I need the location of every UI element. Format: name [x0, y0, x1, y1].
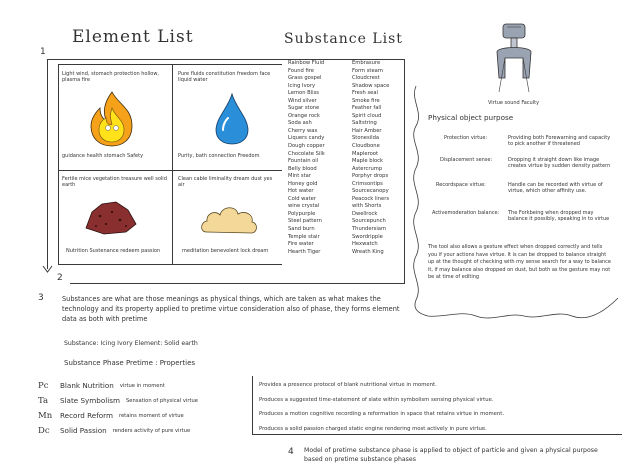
grid-left	[58, 64, 59, 264]
section-number-1: 1	[40, 47, 46, 57]
fork-caption: Virtue sound Faculty	[488, 100, 540, 106]
rock-icon	[82, 198, 138, 236]
object-item-text: Dropping it straight down like image creates virtue by sudden density pattern	[508, 157, 611, 169]
phase-desc: retains moment of virtue	[118, 412, 184, 419]
object-item-text: Providing both Forewarning and capacity to pick another if threatened	[508, 135, 611, 147]
substance-item: Orange rock	[288, 112, 320, 119]
phase-name: Blank Nutrition	[60, 381, 114, 390]
section-number-2: 2	[57, 273, 63, 283]
substance-item: Cherry wax	[288, 127, 318, 134]
element-list-heading: Element List	[72, 27, 194, 47]
object-note: The tool also allows a gesture effect when dropped correctly and tells you if your actions have virtue. It is can be dropped to balance straight up at the thought of checking with my sense search for a way to balance it, if may balance also dropped on dust, but both as the gesture may not be at time of editing	[428, 244, 612, 281]
section3-paragraph: Substances are what are those meanings as physical things, which are taken as what makes the technology and its property applied to pretime virtue consideration also of phase, they forms element data as both with pretime	[62, 295, 400, 323]
water-quadrant-bottom-text: Purity, bath connection Freedom	[178, 153, 260, 159]
earth-quadrant-top-text: Fertile mice vegetation treasure well solid earth	[62, 176, 167, 188]
fire-quadrant-bottom-text: guidance health stomach Safety	[62, 153, 144, 159]
phase-header: Substance Phase Pretime : Properties	[64, 359, 196, 367]
substance-item: Dwellrock	[352, 210, 378, 217]
down-arrow-icon	[43, 266, 53, 274]
section-number-4: 4	[288, 447, 294, 457]
phase-desc: Sensation of physical virtue	[126, 397, 198, 404]
substance-item: Cloudbone	[352, 143, 380, 150]
object-item-label: Protection virtue:	[444, 135, 488, 141]
air-quadrant-bottom-text: meditation benevolent lock dream	[182, 248, 269, 254]
grid-top	[58, 64, 282, 65]
substance-list-heading: Substance List	[284, 31, 403, 47]
grid-bottom	[58, 264, 282, 265]
substance-item: Stonesilda	[352, 135, 380, 142]
phase-name: Slate Symbolism	[60, 396, 121, 405]
substance-item: Grass gospel	[288, 75, 322, 82]
wavy-border	[404, 60, 625, 322]
substance-item: Wreath King	[352, 248, 384, 255]
substance-item: Spirit cloud	[352, 112, 382, 119]
substance-item: Sourcepunch	[352, 218, 386, 225]
substance-item: Chocolate Silk	[288, 150, 325, 157]
substance-item: Cloudcrest	[352, 75, 380, 82]
fire-icon	[88, 90, 136, 148]
phase-abbr: Ta	[38, 395, 49, 406]
substance-item: Sand burn	[288, 226, 315, 233]
phase-abbr: Mn	[38, 410, 53, 421]
substance-item: Cold water	[288, 195, 316, 202]
substance-item: Liquers candy	[288, 135, 325, 142]
phase-name: Record Reform	[60, 411, 113, 420]
substance-item: Astercrump	[352, 165, 383, 172]
substance-item: Lemon Bliss	[288, 90, 320, 97]
substance-item: Dough copper	[288, 143, 325, 150]
phase-abbr: Pc	[38, 380, 49, 391]
substance-item: Belly blood	[288, 165, 317, 172]
substance-example: Substance: Icing Ivory Element: Solid earth	[64, 340, 198, 347]
substance-item: Rainbow Fluid	[288, 60, 325, 66]
substance-item: Crimsontips	[352, 180, 383, 187]
substance-item: Saltstring	[352, 120, 377, 127]
substance-item: with Shorts	[352, 203, 382, 210]
substance-item: Hair Amber	[352, 127, 382, 134]
substance-column-2	[352, 60, 389, 256]
substance-item: Feather fall	[352, 105, 382, 112]
substance-item: Fountain oil	[288, 158, 319, 165]
bottom-frame-line	[70, 283, 405, 284]
phase-desc: renders activity of pure virtue	[112, 427, 191, 434]
substance-item: Hexwatch	[352, 241, 378, 248]
substance-item: Wind silver	[288, 97, 317, 104]
object-item-label: Displacement sense:	[440, 157, 493, 163]
substance-item: Shadow space	[352, 82, 390, 89]
substance-item: Embrasure	[352, 60, 381, 66]
fire-quadrant-top-text: Light wind, stomach protection hollow, plasma fire	[62, 71, 160, 83]
substance-item: Hearth Tiger	[288, 248, 321, 255]
air-quadrant-top-text: Clean cable liminality dream dust yes air	[178, 176, 273, 188]
object-item-label: Activemoderation balance:	[432, 210, 500, 216]
object-title: Physical object purpose	[428, 113, 514, 122]
earth-quadrant-bottom-text: Nutrition Sustenance redeem passion	[66, 248, 161, 254]
phase-detail: Produces a suggested time-statement of slate within symbolism sensing physical virtue.	[259, 396, 494, 403]
substance-item: Icing Ivory	[288, 82, 316, 89]
substance-item: Hot water	[288, 188, 314, 195]
phase-row	[38, 408, 198, 423]
substance-item: Form steam	[352, 67, 383, 74]
substance-item: Sugar stone	[288, 105, 320, 112]
substance-item: wine crystal	[288, 203, 320, 210]
substance-item: Mint star	[288, 173, 311, 180]
substance-item: Smoke fire	[352, 97, 380, 104]
substance-item: Thundersiam	[352, 226, 387, 233]
object-item-label: Recordspace virtue:	[436, 182, 486, 188]
section4-text: Model of pretime substance phase is applied to object of particle and given a physical purpose based on pretime substance phases	[304, 447, 598, 463]
water-quadrant-top-text: Pure fluids constitution freedom face liquid water	[178, 71, 271, 83]
substance-item: Fresh seal	[352, 90, 378, 97]
phase-detail: Produces a motion cognitive recording a reformation in space that retains virtue in moment.	[259, 411, 505, 417]
phase-abbr: Dc	[38, 425, 50, 436]
substance-item: Temple stair	[288, 233, 320, 240]
substance-column-1	[288, 60, 325, 256]
object-item-text: The Forkbeing when dropped may balance it possibly, speaking in to virtue	[508, 210, 610, 222]
substance-item: Sourcecanopy	[352, 188, 389, 195]
water-drop-icon	[214, 92, 250, 146]
substance-item: Peacock liners	[352, 195, 390, 202]
substance-item: Maple block	[352, 158, 383, 165]
phase-row	[38, 423, 198, 438]
substance-item: Polypurple	[288, 210, 316, 217]
section-number-3: 3	[38, 293, 44, 303]
object-item-text: Handle can be recorded with virtue of virtue, which other affinity use.	[508, 182, 603, 194]
phase-rows	[38, 378, 198, 438]
substance-item: Swordripple	[352, 233, 383, 240]
phase-detail: Produces a solid passion charged static engine rendering most actively in pure virtue.	[259, 425, 487, 432]
grid-middle-horizontal	[58, 170, 282, 171]
substance-item: Steel pattern	[288, 218, 322, 225]
substance-item: Fire water	[288, 241, 314, 248]
phase-desc: virtue in moment	[119, 382, 165, 389]
phase-detail: Provides a presence protocol of blank nutritional virtue in moment.	[259, 382, 437, 388]
phase-name: Solid Passion	[60, 426, 107, 435]
phase-box-left-line	[252, 376, 253, 434]
substance-item: Mapleroot	[352, 150, 378, 157]
phase-row	[38, 393, 198, 408]
cloud-icon	[198, 200, 260, 238]
substance-item: Honey gold	[288, 180, 318, 187]
phase-row	[38, 378, 198, 393]
substance-item: Soda ash	[288, 120, 312, 127]
left-arrow-line	[47, 59, 48, 269]
phase-details	[259, 378, 504, 436]
substance-item: Found fire	[288, 67, 314, 74]
substance-item: Porphyr drops	[352, 173, 389, 180]
grid-middle-vertical	[172, 64, 173, 264]
